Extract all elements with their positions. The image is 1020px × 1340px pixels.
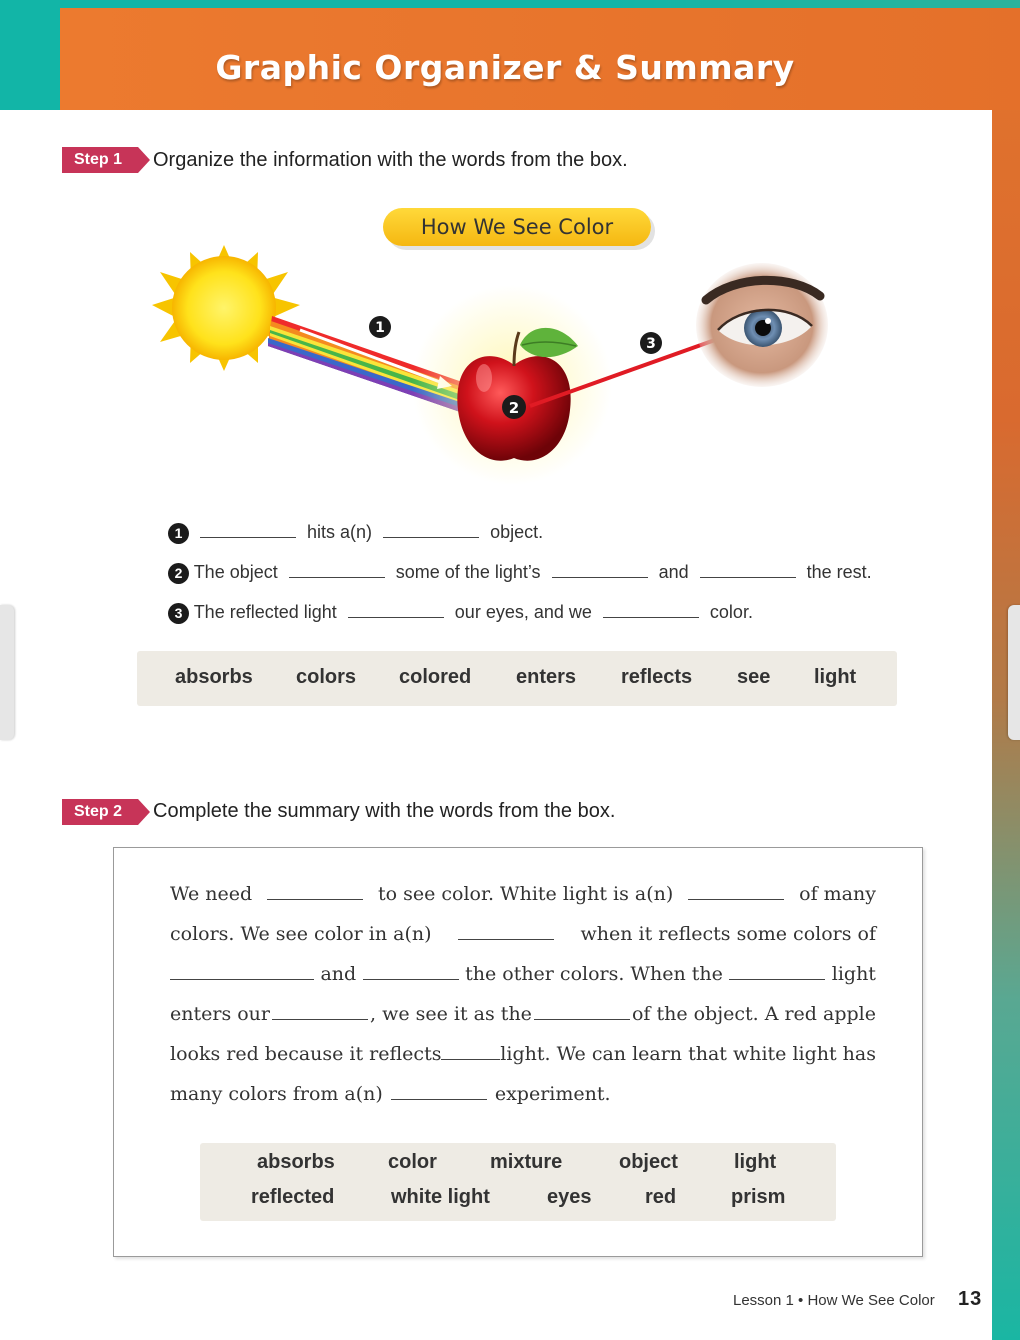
blank-input[interactable] [391,1085,487,1100]
word-chip: reflects [621,666,693,688]
word-chip: colors [296,666,357,688]
eye-icon [696,263,828,387]
word-chip: eyes [547,1186,592,1208]
summary-line-5: looks red because it reflects light. We can learn that white light has [170,1043,876,1065]
summary-line-3: and the other colors. When the light [170,963,876,985]
blank-input[interactable] [688,885,784,900]
summary-line-1: We need to see color. White light is a(n) of many [170,883,876,905]
word-chip: see [737,666,771,688]
blank-input[interactable] [200,521,296,538]
summary-line-6: many colors from a(n) experiment. [170,1083,611,1105]
blank-input[interactable] [348,601,444,618]
word-chip: mixture [490,1151,563,1173]
blank-input[interactable] [267,885,363,900]
word-chip: enters [516,666,577,688]
step2-word-box [200,1143,836,1221]
number-1-icon: 1 [168,523,189,544]
blank-input[interactable] [170,965,314,980]
blank-input[interactable] [383,521,479,538]
page-number: 13 [958,1288,983,1310]
word-chip: colored [399,666,472,688]
word-chip: red [645,1186,677,1208]
sun-icon [152,245,300,371]
diagram-title: How We See Color [383,208,651,246]
svg-text:1: 1 [375,320,385,336]
svg-text:3: 3 [646,336,656,352]
blank-input[interactable] [729,965,825,980]
blank-input[interactable] [272,1005,368,1020]
blank-input[interactable] [289,561,385,578]
blank-input[interactable] [458,925,554,940]
marker-3 [640,332,662,354]
word-chip: color [388,1151,437,1173]
marker-2 [502,395,526,419]
blank-input[interactable] [603,601,699,618]
blank-input[interactable] [363,965,459,980]
blank-input[interactable] [700,561,796,578]
word-chip: light [734,1151,777,1173]
summary-box [113,847,923,1257]
summary-line-2: colors. We see color in a(n) when it reflects some colors of [170,923,876,945]
footer-lesson: Lesson 1 • How We See Color [733,1292,935,1309]
step1-badge: Step 1 [62,147,138,173]
summary-line-4: enters our , we see it as the of the object. A red apple [170,1003,876,1025]
number-3-icon: 3 [168,603,189,624]
word-chip: reflected [251,1186,335,1208]
how-we-see-color-diagram [0,0,1020,520]
word-chip: absorbs [175,666,253,688]
sentence-2: 2 The object some of the light’s and the rest. [168,561,872,584]
step1-instruction: Organize the information with the words from the box. [153,149,628,171]
word-chip: object [619,1151,678,1173]
step2-badge: Step 2 [62,799,138,825]
word-chip: white light [391,1186,490,1208]
step1-word-box [137,651,897,706]
marker-1 [369,316,391,338]
blank-input[interactable] [534,1005,630,1020]
word-chip: prism [731,1186,786,1208]
left-page-tab[interactable] [0,605,14,740]
sentence-1: 1 hits a(n) object. [168,521,543,544]
blank-input[interactable] [552,561,648,578]
page-title: Graphic Organizer & Summary [215,48,795,87]
sentence-3: 3 The reflected light our eyes, and we color. [168,601,753,624]
svg-text:2: 2 [508,399,520,417]
step2-instruction: Complete the summary with the words from the box. [153,800,616,822]
right-page-tab[interactable] [1008,605,1020,740]
word-chip: absorbs [257,1151,335,1173]
blank-input[interactable] [441,1045,500,1060]
word-chip: light [814,666,857,688]
number-2-icon: 2 [168,563,189,584]
